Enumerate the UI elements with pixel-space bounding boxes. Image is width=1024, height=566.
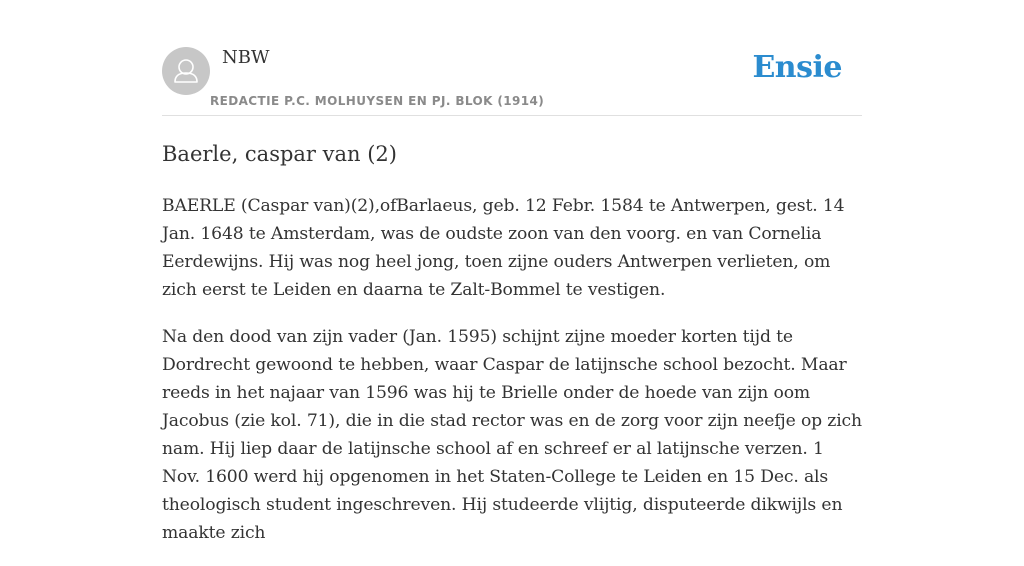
article-paragraph: Na den dood van zijn vader (Jan. 1595) schijnt zijne moeder korten tijd te Dordrecht gewoond te hebben, waar Caspar de latijnsche school bezocht. Maar reeds in het najaar van 1596 was hij te Brielle onder de hoede van zijn oom Jacobus (zie kol. 71), die in die stad rector was en de zorg voor zijn neefje op zich nam. Hij liep daar de latijnsche school af en schreef er al latijnsche verzen. 1 Nov. 1600 werd hij opgenomen in het Staten-College te Leiden en 15 Dec. als theologisch student ingeschreven. Hij studeerde vlijtig, disputeerde dikwijls en maakte zich — [162, 327, 862, 543]
author-avatar[interactable] — [162, 47, 210, 95]
article-body — [162, 192, 862, 566]
article-title: Baerle, caspar van (2) — [162, 142, 397, 166]
author-subtitle: REDACTIE P.C. MOLHUYSEN EN PJ. BLOK (1914) — [210, 94, 545, 108]
author-name[interactable]: NBW — [222, 47, 270, 68]
author-header — [162, 0, 862, 116]
user-icon — [162, 47, 210, 95]
article-paragraph: BAERLE (Caspar van)(2),ofBarlaeus, geb. 12 Febr. 1584 te Antwerpen, gest. 14 Jan. 1648 te Amsterdam, was de oudste zoon van den voorg. en van Cornelia Eerdewijns. Hij was nog heel jong, toen zijne ouders Antwerpen verlieten, om zich eerst te Leiden en daarna te Zalt-Bommel te vestigen. — [162, 196, 845, 300]
ensie-logo[interactable]: Ensie — [752, 50, 842, 85]
